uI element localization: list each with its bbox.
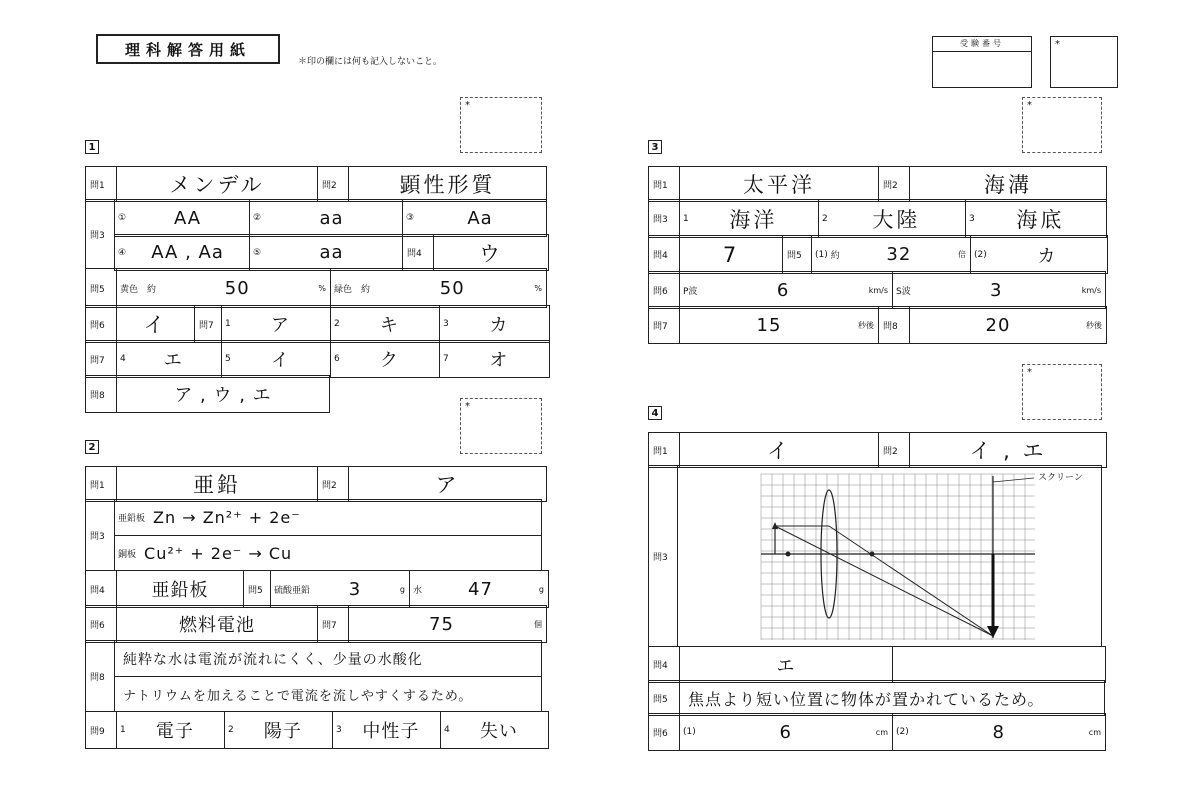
- score-box-4: [1022, 364, 1102, 420]
- sec3-q6-s-wave[interactable]: S波 3 km/s: [893, 271, 1106, 309]
- sec1-q7-item-3[interactable]: 3 カ: [440, 305, 550, 343]
- q6-label: 問6: [85, 605, 117, 643]
- q3-label: 問3: [85, 199, 115, 269]
- sec1-q7-item-2[interactable]: 2 キ: [331, 305, 440, 343]
- sec1-q7-item-7[interactable]: 7 オ: [440, 340, 550, 378]
- sec4-q4-blank: [893, 646, 1106, 683]
- sec2-q8-answer-line-1[interactable]: 純粋な水は電流が流れにくく、少量の水酸化: [114, 640, 542, 677]
- section-1-number: 1: [85, 140, 99, 154]
- q8-label: 問8: [85, 375, 117, 413]
- q1-label: 問1: [648, 166, 680, 202]
- instruction-note: ＊印の欄には何も記入しないこと。: [298, 57, 443, 67]
- sec3-q3-item-2[interactable]: 2 大陸: [819, 199, 966, 238]
- sec1-q3-item-1[interactable]: ① AA: [114, 199, 250, 237]
- sec4-q2-answer[interactable]: イ , エ: [910, 432, 1107, 468]
- sec4-q3-diagram-area[interactable]: [677, 465, 1102, 647]
- sec1-q3-item-2[interactable]: ② aa: [250, 199, 403, 237]
- score-box-1: [460, 97, 542, 153]
- q5-label: 問5: [648, 680, 680, 716]
- q4-label: 問4: [403, 234, 434, 271]
- q3-label: 問3: [85, 499, 115, 571]
- star-mark: *: [1027, 367, 1032, 378]
- section-2-number: 2: [85, 440, 99, 454]
- sec1-q7-item-1[interactable]: 1 ア: [222, 305, 331, 343]
- sec4-q6-part-2[interactable]: (2) 8 cm: [893, 713, 1106, 751]
- score-box-2: [460, 398, 542, 454]
- sec4-q5-answer[interactable]: 焦点より短い位置に物体が置かれているため。: [680, 680, 1105, 716]
- star-mark: *: [1055, 39, 1060, 50]
- q1-label: 問1: [85, 166, 117, 202]
- q8-label: 問8: [85, 640, 115, 712]
- sec1-q3-item-5[interactable]: ⑤ aa: [250, 234, 403, 271]
- sec1-q5-green[interactable]: 緑色 約 50 %: [331, 268, 547, 308]
- sec2-q5-water[interactable]: 水 47 g: [410, 570, 549, 608]
- sec2-q3-copper[interactable]: 銅板 Cu²⁺ + 2e⁻ → Cu: [114, 535, 542, 571]
- sec1-q8-answer[interactable]: ア , ウ , エ: [117, 375, 330, 413]
- sec1-q4-answer[interactable]: ウ: [434, 234, 549, 271]
- sec3-q3-item-3[interactable]: 3 海底: [966, 199, 1107, 238]
- sec1-q2-answer[interactable]: 顕性形質: [349, 166, 547, 202]
- q7-label: 問7: [318, 605, 349, 643]
- q2-label: 問2: [879, 432, 910, 468]
- sec2-q6-answer[interactable]: 燃料電池: [117, 605, 318, 643]
- sec1-q3-item-4[interactable]: ④ AA , Aa: [114, 234, 250, 271]
- q5-label: 問5: [85, 268, 117, 308]
- sec3-q5-part-2[interactable]: (2) カ: [971, 235, 1108, 274]
- sec2-q9-item-1[interactable]: 1 電子: [117, 711, 225, 749]
- sec2-q7-answer[interactable]: 75 個: [349, 605, 547, 643]
- star-mark: *: [465, 401, 470, 412]
- q6-label: 問6: [648, 713, 680, 751]
- sec3-q2-answer[interactable]: 海溝: [910, 166, 1107, 202]
- q4-label: 問4: [648, 646, 680, 683]
- q6-label: 問6: [648, 271, 680, 309]
- sec2-q9-item-3[interactable]: 3 中性子: [333, 711, 441, 749]
- sec3-q8-answer[interactable]: 20 秒後: [910, 306, 1107, 344]
- q5-label: 問5: [783, 235, 812, 274]
- sec1-q7-item-5[interactable]: 5 イ: [222, 340, 331, 378]
- exam-number-box[interactable]: [932, 36, 1032, 88]
- q2-label: 問2: [879, 166, 910, 202]
- sec2-q5-zinc-sulfate[interactable]: 硫酸亜鉛 3 g: [271, 570, 410, 608]
- q9-label: 問9: [85, 711, 117, 749]
- sec2-q2-answer[interactable]: ア: [349, 466, 547, 502]
- lens-ray-diagram[interactable]: [678, 466, 1103, 648]
- sec1-q5-yellow[interactable]: 黄色 約 50 %: [117, 268, 331, 308]
- star-box-top: [1050, 36, 1118, 88]
- sec1-q7-item-4[interactable]: 4 エ: [117, 340, 222, 378]
- q3-label: 問3: [648, 465, 678, 647]
- q1-label: 問1: [648, 432, 680, 468]
- sec3-q3-item-1[interactable]: 1 海洋: [680, 199, 819, 238]
- image-arrowhead: [987, 626, 999, 638]
- section-4-number: 4: [648, 406, 662, 420]
- sec2-q4-answer[interactable]: 亜鉛板: [117, 570, 244, 608]
- exam-number-label: 受験番号: [933, 37, 1031, 52]
- sec3-q6-p-wave[interactable]: P波 6 km/s: [680, 271, 893, 309]
- q7-label: 問7: [648, 306, 680, 344]
- sec3-q4-answer[interactable]: 7: [680, 235, 783, 274]
- answer-sheet-title: 理科解答用紙: [96, 34, 280, 64]
- sec3-q5-part-1[interactable]: (1) 約 32 倍: [812, 235, 971, 274]
- section-3-number: 3: [648, 140, 662, 154]
- sec1-q3-item-3[interactable]: ③ Aa: [403, 199, 547, 237]
- sec2-q8-answer-line-2[interactable]: ナトリウムを加えることで電流を流しやすくするため。: [114, 676, 542, 712]
- sec4-q4-answer[interactable]: エ: [680, 646, 893, 683]
- sec2-q9-item-2[interactable]: 2 陽子: [225, 711, 333, 749]
- sec2-q1-answer[interactable]: 亜鉛: [117, 466, 318, 502]
- sec3-q7-answer[interactable]: 15 秒後: [680, 306, 879, 344]
- sec1-q6-answer[interactable]: イ: [117, 305, 195, 343]
- star-mark: *: [1027, 100, 1032, 111]
- screen-label: スクリーン: [1038, 473, 1083, 483]
- q7-label: 問7: [195, 305, 222, 343]
- q4-label: 問4: [85, 570, 117, 608]
- sec4-q1-answer[interactable]: イ: [680, 432, 879, 468]
- q7-label-2: 問7: [85, 340, 117, 378]
- sec1-q7-item-6[interactable]: 6 ク: [331, 340, 440, 378]
- sec3-q1-answer[interactable]: 太平洋: [680, 166, 879, 202]
- q5-label: 問5: [244, 570, 271, 608]
- ray-center: [775, 526, 993, 636]
- screen-leader: [993, 478, 1034, 482]
- q1-label: 問1: [85, 466, 117, 502]
- q3-label: 問3: [648, 199, 680, 238]
- q4-label: 問4: [648, 235, 680, 274]
- star-mark: *: [465, 100, 470, 111]
- q2-label: 問2: [318, 466, 349, 502]
- sec2-q3-zinc[interactable]: 亜鉛板 Zn → Zn²⁺ + 2e⁻: [114, 499, 542, 536]
- score-box-3: [1022, 97, 1102, 153]
- focal-point-left: [786, 552, 791, 557]
- ray-refracted: [829, 526, 993, 636]
- q8-label: 問8: [879, 306, 910, 344]
- sec2-q9-item-4[interactable]: 4 失い: [441, 711, 549, 749]
- q6-label: 問6: [85, 305, 117, 343]
- sec4-q6-part-1[interactable]: (1) 6 cm: [680, 713, 893, 751]
- sec1-q1-answer[interactable]: メンデル: [117, 166, 318, 202]
- q2-label: 問2: [318, 166, 349, 202]
